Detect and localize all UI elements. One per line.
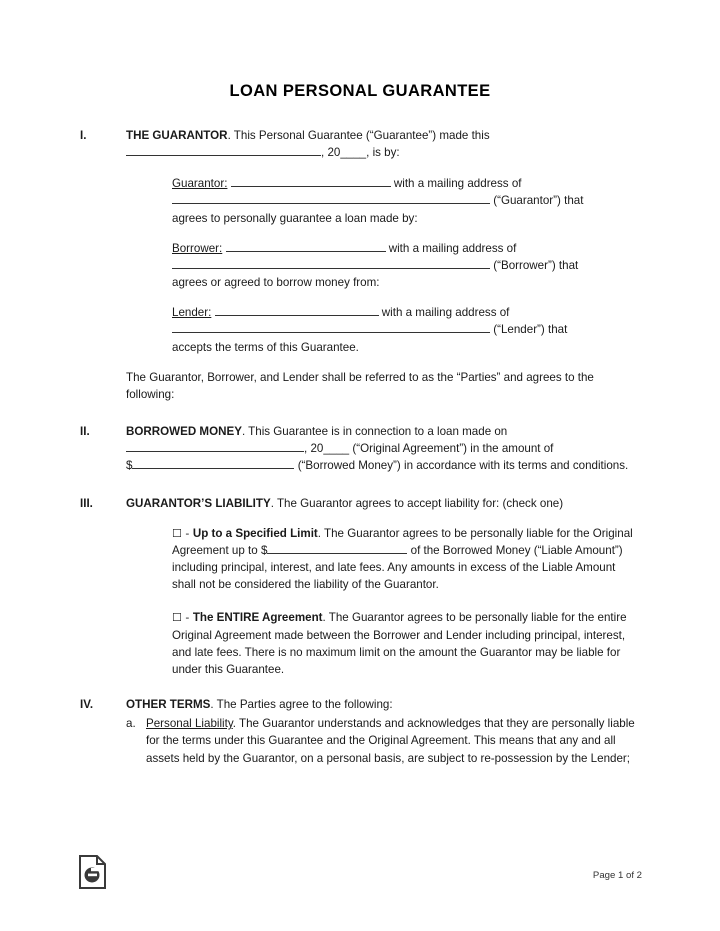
section-number: II. [80,425,90,439]
option-text-b: of the Borrowed Money (“Liable Amount”) including principal, interest, and late fees. Any amounts in excess of the Liable Amount shall not be considered the liability of the Guarantor. [172,543,623,592]
party-lender [172,304,642,355]
guarantor-address-field[interactable] [172,193,490,204]
loan-date-field[interactable] [126,441,304,452]
section-number: III. [80,496,93,510]
parties-definition-note: The Guarantor, Borrower, and Lender shall be referred to as the “Parties” and agrees to the following: [126,370,594,401]
liability-option-entire-agreement[interactable] [172,609,642,678]
party-line2-rest: (“Borrower”) that [493,258,579,272]
party-line2-rest: (“Lender”) that [493,323,568,337]
brand-logo [78,855,108,889]
lender-address-field[interactable] [172,322,490,333]
borrower-address-field[interactable] [172,258,490,269]
list-item-text: . The Guarantor understands and acknowledges that they are personally liable for the terms under this Guarantee and the Original Agreement. This means that any and all assets held by the Guarantor, on a personal basis, are subject to re-possession by the Lender; [146,717,635,765]
section-text: . The Parties agree to the following: [210,698,393,712]
borrowed-amount-field[interactable] [132,458,294,469]
party-label: Guarantor: [172,177,228,191]
liable-amount-field[interactable] [267,543,407,554]
party-line2-rest: (“Guarantor”) that [493,194,584,208]
option-text-a: . The Guarantor agrees to be personally liable for the entire Original Agreement made between the Borrower and Lender including principal, interest, and late fees. There is no maximum limit on the amount the Guarantor may be liable for under this Guarantee. [172,611,627,676]
section-heading: OTHER TERMS [126,698,211,712]
section-guarantors-liability [80,495,642,679]
option-label: The ENTIRE Agreement [192,611,323,625]
party-line3: agrees to personally guarantee a loan made by: [172,211,418,225]
document-body [0,127,720,767]
list-marker: a. [126,717,136,731]
date-line [126,144,642,161]
section-borrowed-money [80,423,642,474]
section-number: IV. [80,698,94,712]
checkbox-icon[interactable]: ☐ - [172,526,193,540]
section-the-guarantor [80,127,642,403]
liability-option-specified-limit[interactable] [172,525,642,594]
section-number: I. [80,129,87,142]
party-borrower [172,240,642,291]
section-intro [126,127,642,144]
option-label: Up to a Specified Limit [192,526,318,540]
list-item [126,715,642,766]
section-heading: GUARANTOR’S LIABILITY [126,496,271,510]
section-text-3: (“Borrowed Money”) in accordance with its terms and conditions. [297,459,629,473]
party-label: Borrower: [172,241,223,255]
party-line1-rest: with a mailing address of [393,177,522,191]
party-line3: agrees or agreed to borrow money from: [172,276,380,290]
document-logo-icon [78,855,108,889]
lender-name-field[interactable] [215,305,379,316]
party-line1-rest: with a mailing address of [381,306,510,320]
party-line1-rest: with a mailing address of [388,241,517,255]
section-other-terms [80,696,642,767]
guarantor-name-field[interactable] [231,176,391,187]
section-text: . The Guarantor agrees to accept liability for: (check one) [270,496,564,510]
section-text: . This Guarantee is in connection to a loan made on [241,425,508,439]
checkbox-icon[interactable]: ☐ - [172,611,193,625]
parties-block [172,175,642,355]
page-title: LOAN PERSONAL GUARANTEE [229,82,491,100]
section-heading: THE GUARANTOR [126,129,228,142]
date-line-suffix: , 20____, is by: [321,146,400,160]
page-number: Page 1 of 2 [592,870,642,881]
section-heading: BORROWED MONEY [126,425,242,439]
party-line3: accepts the terms of this Guarantee. [172,340,359,354]
list-item-label: Personal Liability [146,717,233,731]
option-text-a: . The Guarantor agrees to be personally liable for the Original Agreement up to $ [172,526,633,557]
party-guarantor [172,175,642,226]
section-text-2: , 20____ (“Original Agreement”) in the amount of [304,442,554,456]
date-blank-field[interactable] [126,145,321,156]
party-label: Lender: [172,306,212,320]
currency-prefix: $ [126,459,133,473]
section-intro-text: . This Personal Guarantee (“Guarantee”) made this [227,129,490,142]
borrower-name-field[interactable] [226,241,386,252]
